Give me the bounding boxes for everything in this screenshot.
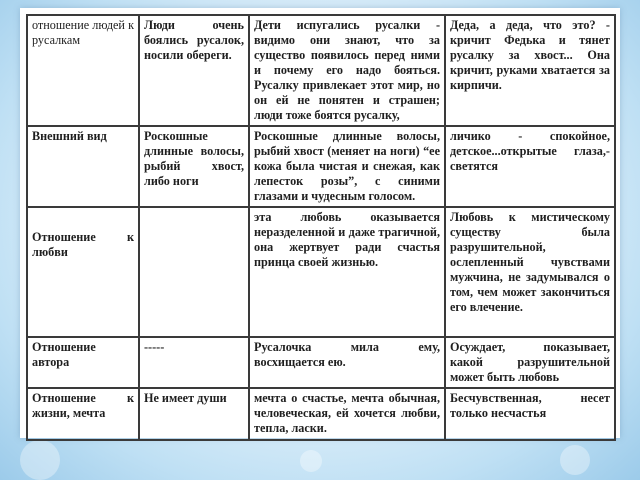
table-cell [139,207,249,337]
table-cell: Роскошные длинные волосы, рыбий хвост (меняет на ноги) “ее кожа была чистая и снежая, как лепесток розы”, с синими глазами и чудесным голосом. [249,126,445,207]
background-bubble [20,440,60,480]
table-cell: Осуждает, показывает, какой разрушительной может быть любовь [445,337,615,388]
table-row [27,126,615,207]
table-row [27,388,615,440]
table-cell: личико - спокойное, детское...открытые глаза,- светятся [445,126,615,207]
row-label: Отношение к жизни, мечта [27,388,139,440]
table-cell: ----- [139,337,249,388]
table-cell: Дети испугались русалки - видимо они знают, что за существо появилось перед ними и почему его надо бояться. Русалку привлекает этот мир, но он ей не понятен и страшен; люди тоже боятся русалку, [249,15,445,126]
row-label: Внешний вид [27,126,139,207]
table-row [27,207,615,337]
table-cell: Роскошные длинные волосы, рыбий хвост, либо ноги [139,126,249,207]
background-bubble [300,450,322,472]
table-cell: Люди очень боялись русалок, носили обереги. [139,15,249,126]
row-label: Отношение к любви [27,207,139,337]
table-row [27,337,615,388]
document-slide [20,8,620,438]
row-label: отношение людей к русалкам [27,15,139,126]
table-cell: Любовь к мистическому существу была разрушительной, ослепленный чувствами мужчина, не задумывался о том, чем может закончиться его влечение. [445,207,615,337]
table-cell: Деда, а деда, что это? - кричит Федька и тянет русалку за хвост... Она кричит, руками хватается за кирпичи. [445,15,615,126]
table-cell: Бесчувственная, несет только несчастья [445,388,615,440]
row-label: Отношение автора [27,337,139,388]
table-cell: Не имеет души [139,388,249,440]
table-row [27,15,615,126]
comparison-table [26,14,616,441]
table-cell: мечта о счастье, мечта обычная, человеческая, ей хочется любви, тепла, ласки. [249,388,445,440]
table-cell: эта любовь оказывается неразделенной и даже трагичной, она жертвует ради счастья принца своей жизнью. [249,207,445,337]
table-cell: Русалочка мила ему, восхищается ею. [249,337,445,388]
background-bubble [560,445,590,475]
